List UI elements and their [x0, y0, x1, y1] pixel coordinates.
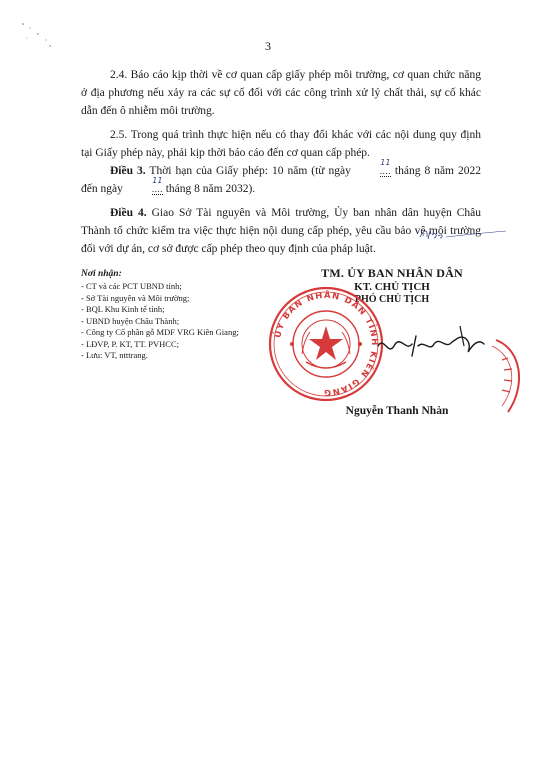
article-3-text-after: tháng 8 năm 2032). [162, 183, 256, 195]
recipient-item: - BQL Khu Kinh tế tỉnh; [81, 304, 165, 314]
article-3-label: Điều 3. [110, 165, 146, 177]
handwritten-signature [372, 316, 502, 376]
article-3-text-mid: tháng 8 năm 2022 đến ngày [81, 165, 481, 195]
recipient-item: - CT và các PCT UBND tỉnh; [81, 281, 182, 291]
signing-role: KT. CHỦ TỊCH [354, 281, 430, 293]
official-seal-icon [266, 284, 386, 404]
recipient-item: - Sở Tài nguyên và Môi trường; [81, 292, 190, 303]
page-number: 3 [265, 39, 271, 53]
signing-org: TM. ỦY BAN NHÂN DÂN [321, 266, 463, 280]
end-day-handwritten: 11 [152, 176, 163, 185]
signer-name: Nguyễn Thanh Nhàn [345, 405, 449, 417]
article-4-text: Giao Sở Tài nguyên và Môi trường, Ủy ban nhân dân huyện Châu Thành tổ chức kiểm tra việc thực hiện nội dung cấp phép, yêu cầu bảo vệ môi trường đối với dự án, cơ sở được cấp phép theo quy định của pháp luật. [81, 207, 482, 255]
signing-subrole: PHÓ CHỦ TỊCH [354, 294, 430, 305]
article-3-text-before: Thời hạn của Giấy phép: 10 năm (từ ngày [145, 165, 351, 177]
start-day-fill: 11 .... [351, 162, 391, 180]
recipient-item: - Công ty Cổ phần gỗ MDF VRG Kiên Giang; [81, 327, 239, 337]
recipient-item: - LĐVP, P. KT, TT. PVHCC; [81, 338, 179, 349]
recipient-item: - Lưu: VT, ntttrang. [81, 350, 148, 360]
end-day-fill: 11 .... [123, 180, 163, 198]
page-edge-seal-icon [488, 336, 528, 416]
signature-block [273, 266, 502, 436]
recipients-title: Nơi nhận: [81, 269, 122, 279]
recipients-list [81, 268, 281, 362]
recipient-item: - UBND huyện Châu Thành; [81, 315, 180, 326]
seal-text: ỦY BAN NHÂN DÂN TỈNH KIÊN GIANG [273, 290, 380, 398]
handwritten-initials [418, 225, 508, 245]
article-3 [81, 158, 481, 198]
article-4-label: Điều 4. [110, 207, 147, 219]
paragraph-2-4: 2.4. Báo cáo kịp thời về cơ quan cấp giấy phép môi trường, cơ quan chức năng ở địa phương nếu xảy ra các sự cố đối với các công trình xử lý chất thải, sự cố khác dẫn đến ô nhiễm môi trường. [81, 69, 481, 117]
start-day-handwritten: 11 [380, 158, 391, 167]
paragraph-2-5: 2.5. Trong quá trình thực hiện nếu có thay đổi khác với các nội dung quy định tại Giấy phép này, phải kịp thời báo cáo đến cơ quan cấp phép. [81, 129, 481, 159]
